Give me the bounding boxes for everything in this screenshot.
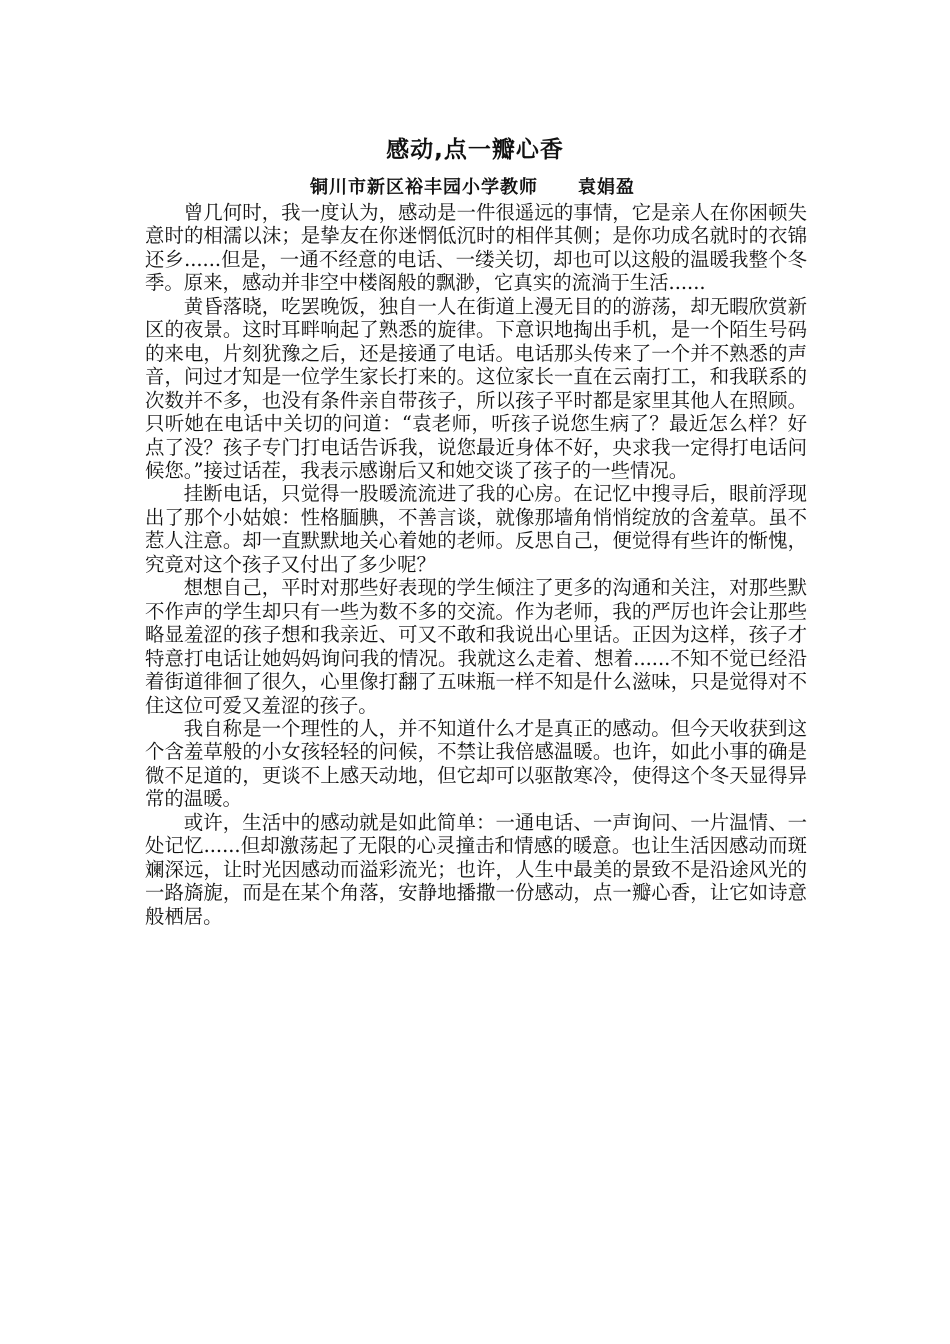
author-name: 袁娟盈: [578, 177, 635, 198]
author-byline: [310, 176, 635, 200]
paragraph: 想想自己，平时对那些好表现的学生倾注了更多的沟通和关注，对那些默不作声的学生却只有一些为数不多的交流。作为老师，我的严厉也许会让那些略显羞涩的孩子想和我亲近、可又不敢和我说出心里话。正因为这样，孩子才特意打电话让她妈妈询问我的情况。我就这么走着、想着......不知不觉已经沿着街道徘徊了很久，心里像打翻了五味瓶一样不知是什么滋味，只是觉得对不住这位可爱又羞涩的孩子。: [145, 576, 807, 717]
paragraph: 我自称是一个理性的人，并不知道什么才是真正的感动。但今天收获到这个含羞草般的小女孩轻轻的问候，不禁让我倍感温暖。也许，如此小事的确是微不足道的，更谈不上感天动地，但它却可以驱散寒冷，使得这个冬天显得异常的温暖。: [145, 716, 807, 811]
author-affiliation: 铜川市新区裕丰园小学教师: [310, 177, 538, 198]
paragraph: 曾几何时，我一度认为，感动是一件很遥远的事情，它是亲人在你困顿失意时的相濡以沫；是挚友在你迷惘低沉时的相伴其侧；是你功成名就时的衣锦还乡......但是，一通不经意的电话、一缕关切，却也可以这般的温暖我整个冬季。原来，感动并非空中楼阁般的飘渺，它真实的流淌于生活......: [145, 201, 807, 295]
paragraph: 挂断电话，只觉得一股暖流流进了我的心房。在记忆中搜寻后，眼前浮现出了那个小姑娘：性格腼腆，不善言谈，就像那墙角悄悄绽放的含羞草。虽不惹人注意。却一直默默地关心着她的老师。反思自己，便觉得有些许的惭愧，究竟对这个孩子又付出了多少呢？: [145, 482, 807, 576]
article-title: 感动,点一瓣心香: [386, 137, 564, 163]
paragraph: 黄昏落晓，吃罢晚饭，独自一人在街道上漫无目的的游荡，却无暇欣赏新区的夜景。这时耳畔响起了熟悉的旋律。下意识地掏出手机，是一个陌生号码的来电，片刻犹豫之后，还是接通了电话。电话那头传来了一个并不熟悉的声音，问过才知是一位学生家长打来的。这位家长一直在云南打工，和我联系的次数并不多，也没有条件亲自带孩子，所以孩子平时都是家里其他人在照顾。只听她在电话中关切的问道：“袁老师，听孩子说您生病了？最近怎么样？好点了没？孩子专门打电话告诉我，说您最近身体不好，央求我一定得打电话问候您。”接过话茬，我表示感谢后又和她交谈了孩子的一些情况。: [145, 294, 807, 482]
paragraph: 或许，生活中的感动就是如此简单：一通电话、一声询问、一片温情、一处记忆......但却激荡起了无限的心灵撞击和情感的暖意。也让生活因感动而斑斓深远，让时光因感动而溢彩流光；也许，人生中最美的景致不是沿途风光的一路旖旎，而是在某个角落，安静地播撒一份感动，点一瓣心香，让它如诗意般栖居。: [145, 810, 807, 928]
article-body: [145, 201, 807, 928]
